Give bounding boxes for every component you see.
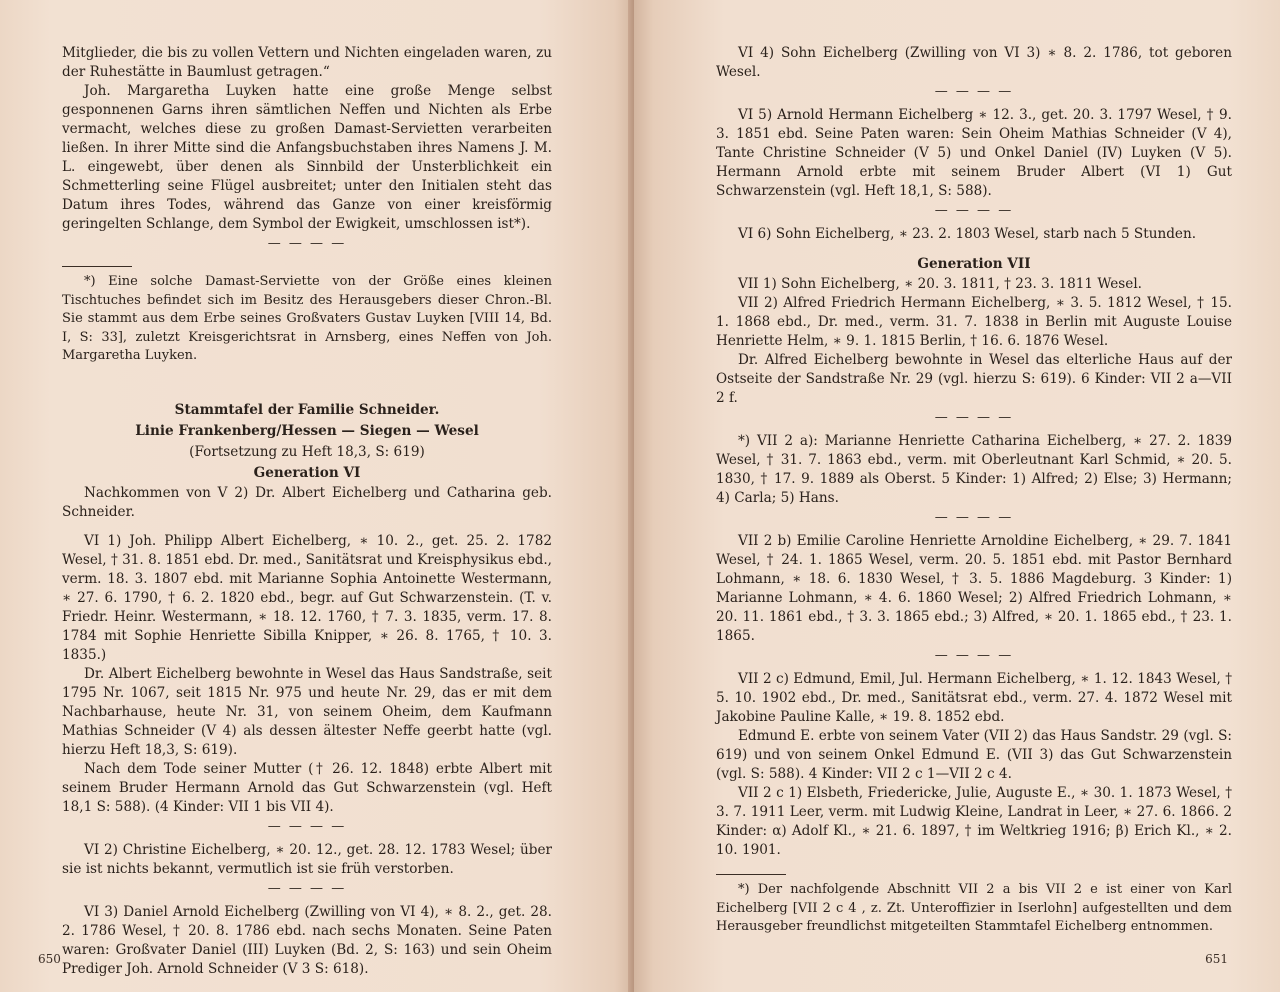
genealogy-entry: VII 2 c) Edmund, Emil, Jul. Hermann Eichelberg, ∗ 1. 12. 1843 Wesel, † 5. 10. 1902 ebd., Dr. med., Sanitätsrat ebd., verm. 27. 4. 1872 Wesel mit Jakobine Pauline Kalle, ∗ 19. 8. 1852 ebd. — [716, 671, 1232, 725]
section-separator: — — — — — [934, 510, 1014, 525]
left-page — [0, 0, 634, 992]
section-separator: — — — — — [267, 880, 347, 896]
section-subtitle: Linie Frankenberg/Hessen — Siegen — Wesel — [135, 422, 479, 439]
paragraph: Dr. Alfred Eichelberg bewohnte in Wesel das elterliche Haus auf der Ostseite der Sandstraße Nr. 29 (vgl. hierzu S: 619). 6 Kinder: VII 2 a—VII 2 f. — [716, 352, 1232, 406]
genealogy-entry: VI 3) Daniel Arnold Eichelberg (Zwilling von VI 4), ∗ 8. 2., get. 28. 2. 1786 Wesel, † 20. 8. 1786 ebd. nach sechs Monaten. Seine Paten waren: Großvater Daniel (III) Luyken (Bd. 2, S: 163) und sein Oheim Prediger Joh. Arnold Schneider (V 3 S: 618). — [62, 903, 552, 977]
generation-heading: Generation VII — [917, 256, 1031, 272]
paragraph: Joh. Margaretha Luyken hatte eine große Menge selbst gesponnenen Garns ihren sämtlichen Neffen und Nichten als Erbe vermacht, welches diese zu großen Damast-Servietten verarbeiten ließen. In ihrer Mitte sind die Anfangsbuchstaben ihres Namens J. M. L. eingewebt, über denen als Sinnbild der Unsterblichkeit ein Schmetterling seine Flügel ausbreitet; unter den Initialen steht das Datum ihres Todes, während das Ganze von einer kreisförmig geringelten Schlange, dem Symbol der Ewigkeit, umschlossen ist*). — [62, 83, 552, 232]
page-number: 650 — [38, 952, 61, 966]
genealogy-entry: VI 6) Sohn Eichelberg, ∗ 23. 2. 1803 Wesel, starb nach 5 Stunden. — [738, 226, 1197, 242]
genealogy-entry: VI 2) Christine Eichelberg, ∗ 20. 12., get. 28. 12. 1783 Wesel; über sie ist nichts bekannt, vermutlich ist sie früh verstorben. — [62, 841, 552, 877]
paragraph: Dr. Albert Eichelberg bewohnte in Wesel das Haus Sandstraße, seit 1795 Nr. 1067, seit 1815 Nr. 975 und heute Nr. 29, das er mit dem Nachbarhause, heute Nr. 31, von seinem Oheim, dem Kaufmann Mathias Schneider (V 4) als dessen ältester Neffe geerbt hatte (vgl. hierzu Heft 18,3, S: 619). — [62, 665, 552, 758]
genealogy-entry: VI 5) Arnold Hermann Eichelberg ∗ 12. 3., get. 20. 3. 1797 Wesel, † 9. 3. 1851 ebd. Seine Paten waren: Sein Oheim Mathias Schneider (V 4), Tante Christine Schneider (V 5) und Onkel Daniel (IV) Luyken (V 5). Hermann Arnold erbte mit seinem Bruder Albert (VI 1) Gut Schwarzenstein (vgl. Heft 18,1, S: 588). — [716, 107, 1232, 199]
section-title: Stammtafel der Familie Schneider. — [174, 401, 440, 418]
paragraph: Mitglieder, die bis zu vollen Vettern und Nichten eingeladen waren, zu der Ruhestätte in Baumlust getragen.“ — [62, 45, 552, 80]
paragraph: Nach dem Tode seiner Mutter († 26. 12. 1848) erbte Albert mit seinem Bruder Hermann Arnold das Gut Schwarzenstein (vgl. Heft 18,1 S: 588). (4 Kinder: VII 1 bis VII 4). — [62, 760, 552, 815]
section-separator: — — — — — [934, 410, 1014, 425]
genealogy-entry: VI 1) Joh. Philipp Albert Eichelberg, ∗ 10. 2., get. 25. 2. 1782 Wesel, † 31. 8. 1851 ebd. Dr. med., Sanitätsrat und Kreisphysikus ebd., verm. 18. 3. 1807 ebd. mit Marianne Sophia Antoinette Westermann, ∗ 27. 6. 1790, † 6. 2. 1820 ebd., begr. auf Gut Schwarzenstein. (T. v. Friedr. Heinr. Westermann, ∗ 18. 12. 1760, † 7. 3. 1835, verm. 17. 8. 1784 mit Sophie Henriette Sibilla Knipper, ∗ 26. 8. 1765, † 10. 3. 1835.) — [62, 532, 552, 663]
right-page — [634, 0, 1280, 992]
genealogy-entry: VII 2) Alfred Friedrich Hermann Eichelberg, ∗ 3. 5. 1812 Wesel, † 15. 1. 1868 ebd., Dr. med., verm. 31. 7. 1838 in Berlin mit Auguste Louise Henriette Helm, ∗ 9. 1. 1815 Berlin, † 16. 6. 1876 Wesel. — [716, 295, 1232, 349]
footnote: *) Eine solche Damast-Serviette von der Größe eines kleinen Tischtuches befindet sich im Besitz des Herausgebers dieser Chron.-Bl. Sie stammt aus dem Erbe seines Großvaters Gustav Luyken [VIII 14, Bd. I, S: 33], zuletzt Kreisgerichtsrat in Arnsberg, eines Neffen von Joh. Margaretha Luyken. — [62, 274, 552, 363]
footnote-rule — [62, 266, 132, 267]
section-separator: — — — — — [934, 648, 1014, 663]
genealogy-entry: VII 2 b) Emilie Caroline Henriette Arnoldine Eichelberg, ∗ 29. 7. 1841 Wesel, † 24. 1. 1865 Wesel, verm. 20. 5. 1851 ebd. mit Pastor Bernhard Lohmann, ∗ 18. 6. 1830 Wesel, † 3. 5. 1886 Magdeburg. 3 Kinder: 1) Marianne Lohmann, ∗ 4. 6. 1860 Wesel; 2) Alfred Friedrich Lohmann, ∗ 20. 11. 1861 ebd., † 3. 3. 1865 ebd.; 3) Alfred, ∗ 20. 1. 1865 ebd., † 23. 1. 1865. — [716, 533, 1232, 644]
paragraph: Edmund E. erbte von seinem Vater (VII 2) das Haus Sandstr. 29 (vgl. S: 619) und von seinem Onkel Edmund E. (VII 3) das Gut Schwarzenstein (vgl. S: 588). 4 Kinder: VII 2 c 1—VII 2 c 4. — [716, 728, 1232, 782]
footnote-rule — [716, 874, 786, 875]
genealogy-entry: VII 2 c 1) Elsbeth, Friedericke, Julie, Auguste E., ∗ 30. 1. 1873 Wesel, † 3. 7. 1911 Leer, verm. mit Ludwig Kleine, Landrat in Leer, ∗ 27. 6. 1866. 2 Kinder: α) Adolf Kl., ∗ 21. 6. 1897, † im Weltkrieg 1916; β) Erich Kl., ∗ 2. 10. 1901. — [716, 785, 1232, 858]
section-separator: — — — — — [934, 203, 1014, 218]
paragraph: Nachkommen von V 2) Dr. Albert Eichelberg und Catharina geb. Schneider. — [62, 484, 552, 520]
footnote: *) Der nachfolgende Abschnitt VII 2 a bis VII 2 e ist einer von Karl Eichelberg [VII 2 c 4 , z. Zt. Unteroffizier in Iserlohn] aufgestellten und dem Herausgeber freundlichst mitgeteilten Stammtafel Eichelberg entnommen. — [716, 882, 1232, 934]
section-separator: — — — — — [934, 84, 1014, 99]
genealogy-entry: VII 1) Sohn Eichelberg, ∗ 20. 3. 1811, † 23. 3. 1811 Wesel. — [738, 276, 1142, 292]
section-separator: — — — — — [267, 236, 347, 251]
genealogy-entry: VI 4) Sohn Eichelberg (Zwilling von VI 3) ∗ 8. 2. 1786, tot geboren Wesel. — [716, 45, 1232, 80]
page-number: 651 — [1205, 952, 1228, 966]
genealogy-entry: *) VII 2 a): Marianne Henriette Catharina Eichelberg, ∗ 27. 2. 1839 Wesel, † 31. 7. 1863 ebd., verm. mit Oberleutnant Karl Schmid, ∗ 20. 5. 1830, † 17. 9. 1889 als Oberst. 5 Kinder: 1) Alfred; 2) Else; 3) Hermann; 4) Carla; 5) Hans. — [716, 433, 1232, 506]
continuation-note: (Fortsetzung zu Heft 18,3, S: 619) — [189, 443, 425, 460]
section-separator: — — — — — [267, 818, 347, 834]
generation-heading: Generation VI — [253, 464, 361, 481]
